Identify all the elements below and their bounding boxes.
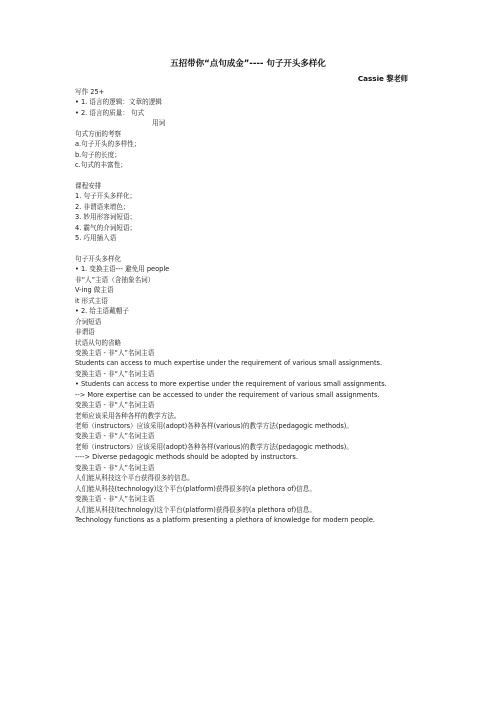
blank-line xyxy=(75,171,420,181)
body-line: 写作 25+ xyxy=(75,88,105,96)
body-line: 句子开头多样化 xyxy=(75,255,122,263)
body-line: Technology functions as a platform presenting a plethora of knowledge for modern people. xyxy=(75,515,375,524)
body-line: • 1. 变换主语--- 避免用 people xyxy=(75,265,170,274)
body-line: ----> Diverse pedagogic methods should be adopted by instructors. xyxy=(75,453,298,462)
body-line: 老师应该采用各种各样的教学方法。 xyxy=(75,411,181,420)
body-line: 课程安排 xyxy=(75,181,102,190)
body-line: • 1. 语言的逻辑：文章的逻辑 xyxy=(75,98,162,107)
body-line: 3. 妙用形容词短语； xyxy=(75,213,137,222)
body-line: 老师（instructors）应该采用(adopt)各种各样(various)的教学方法(pedagogic methods)。 xyxy=(75,442,353,451)
body-line: 变换主语 - 非“人”名词主语 xyxy=(75,348,155,357)
body-line: V-ing 做主语 xyxy=(75,286,114,295)
body-line: 人们能从科技(technology)这个平台(platform)获得很多的(a plethora of)信息。 xyxy=(75,505,316,514)
body-line: 5. 巧用插入语 xyxy=(75,234,117,243)
document-body xyxy=(75,87,420,525)
body-line: • 2. 语言的质量： 句式 xyxy=(75,108,145,117)
body-line: it 形式主语 xyxy=(75,296,108,305)
body-line: Students can access to much expertise under the requirement of various small assignments. xyxy=(75,359,383,368)
body-line: b.句子的长度； xyxy=(75,150,121,159)
document-title: 五招带你“点句成金”---- 句子开头多样化 xyxy=(170,59,326,69)
body-line: 2. 非谓语来增色； xyxy=(75,202,130,211)
body-line: 变换主语 - 非“人”名词主语 xyxy=(75,495,155,504)
body-line: 状语从句的省略 xyxy=(75,338,122,347)
body-line: 非谓语 xyxy=(75,328,95,337)
body-line: • Students can access to more expertise under the requirement of various small assignments. xyxy=(75,380,387,389)
body-line: 人们能从科技这个平台获得很多的信息。 xyxy=(75,474,194,483)
body-line: 1. 句子开头多样化； xyxy=(75,192,137,201)
body-line: 变换主语 - 非“人”名词主语 xyxy=(75,463,155,472)
body-line: • 2. 给主语戴帽子 xyxy=(75,307,129,316)
body-line: a.句子开头的多样性； xyxy=(75,140,141,149)
body-line: 变换主语 - 非“人”名词主语 xyxy=(75,432,155,441)
body-line: --> More expertise can be accessed to under the requirement of various small assignments. xyxy=(75,390,380,399)
body-line: 4. 霸气的介词短语； xyxy=(75,223,137,232)
body-line: 变换主语 - 非“人”名词主语 xyxy=(75,369,155,378)
author-name: Cassie 黎老师 xyxy=(357,74,408,83)
blank-line xyxy=(75,244,420,254)
body-line: 变换主语 - 非“人”名词主语 xyxy=(75,401,155,410)
body-line: 非“人”主语（含抽象名词） xyxy=(75,275,155,284)
body-line: 人们能从科技(technology)这个平台(platform)获得很多的(a plethora of)信息。 xyxy=(75,484,316,493)
body-line: 老师（instructors）应该采用(adopt)各种各样(various)的教学方法(pedagogic methods)。 xyxy=(75,422,353,430)
body-line: c.句式的丰富性； xyxy=(75,161,127,170)
body-line: 介词短语 xyxy=(75,317,102,326)
body-line: 用词 xyxy=(152,119,166,128)
body-line: 句式方面的考察 xyxy=(75,129,122,138)
